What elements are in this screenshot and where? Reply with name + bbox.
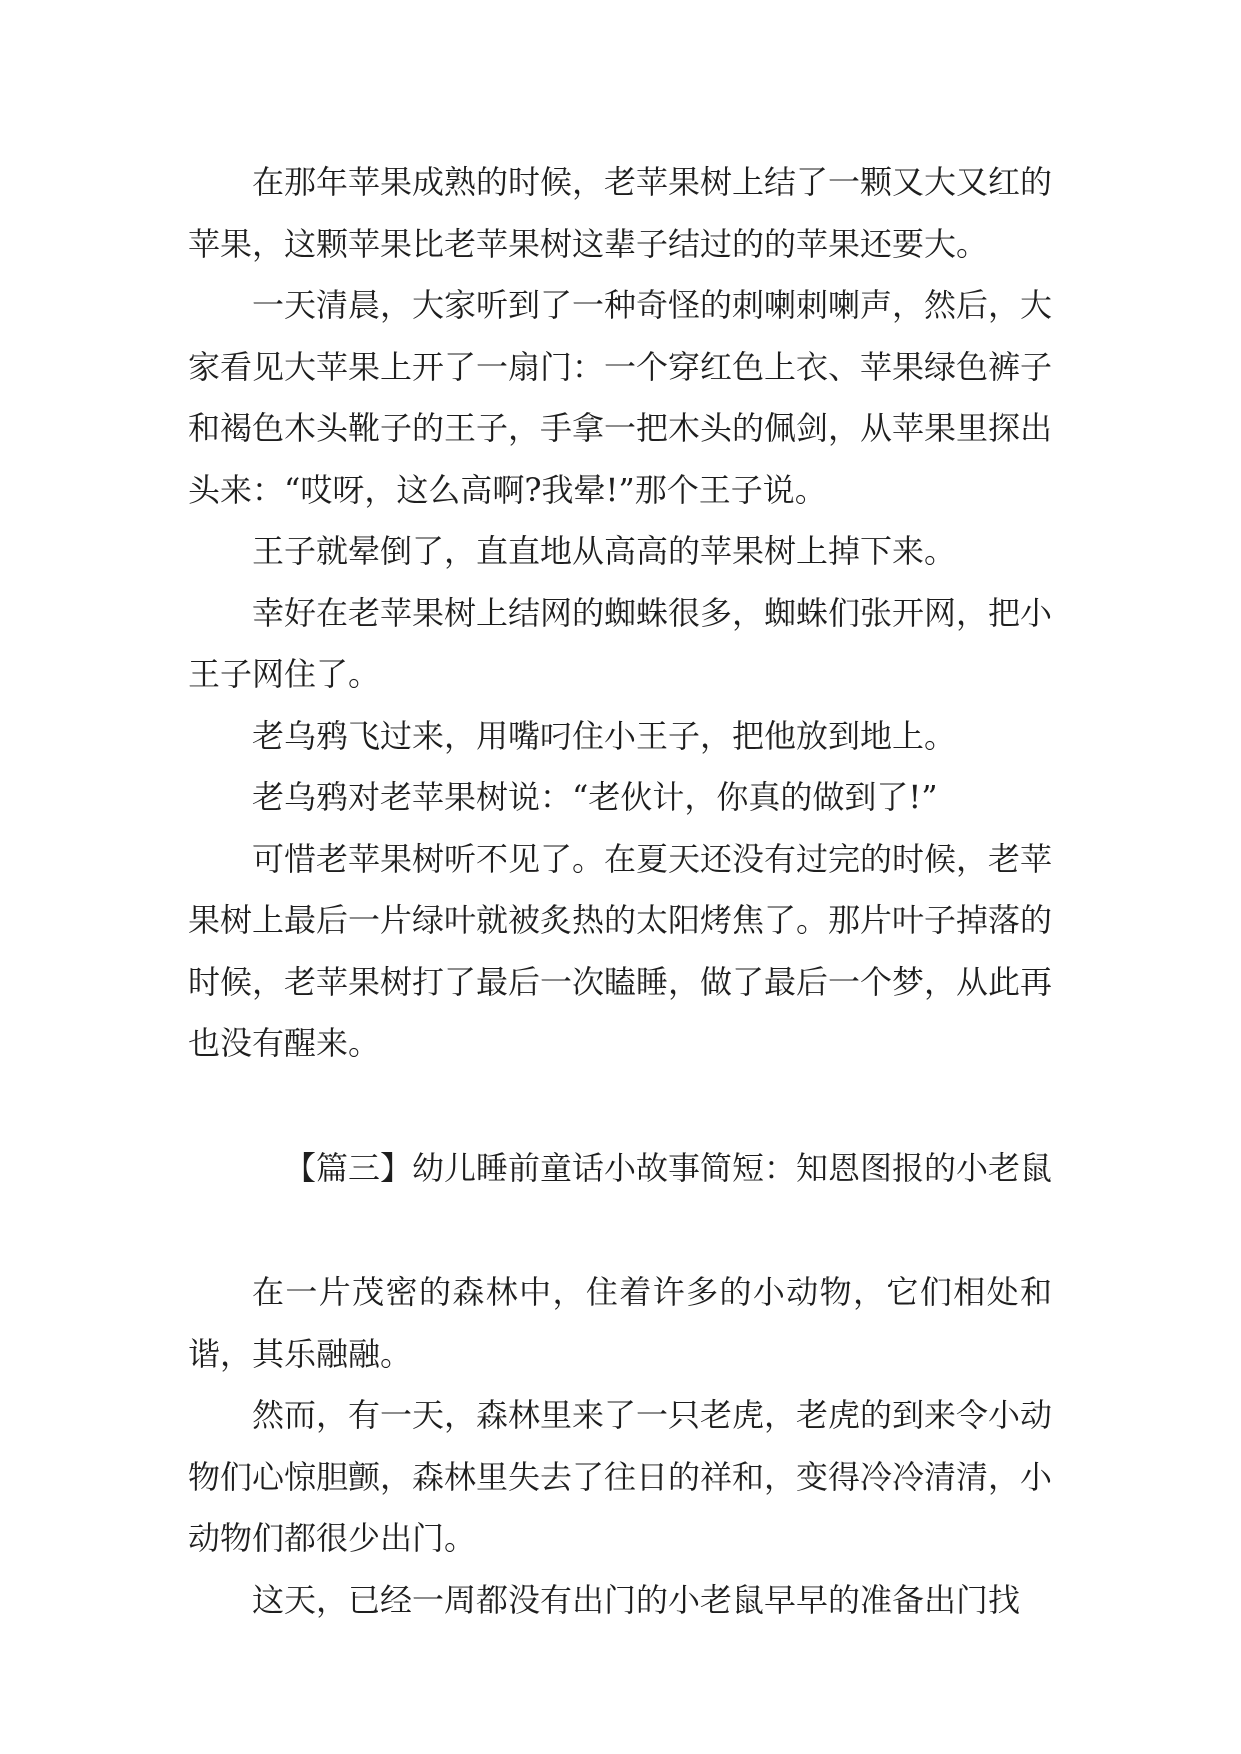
paragraph: 在那年苹果成熟的时候，老苹果树上结了一颗又大又红的苹果，这颗苹果比老苹果树这辈子结过的的苹果还要大。 bbox=[188, 163, 1053, 263]
paragraph: 幸好在老苹果树上结网的蜘蛛很多，蜘蛛们张开网，把小王子网住了。 bbox=[188, 593, 1053, 693]
paragraph: 然而，有一天，森林里来了一只老虎，老虎的到来令小动物们心惊胆颤，森林里失去了往日的祥和，变得冷冷清清，小动物们都很少出门。 bbox=[188, 1396, 1053, 1557]
paragraph: 一天清晨，大家听到了一种奇怪的刺喇刺喇声，然后，大家看见大苹果上开了一扇门：一个穿红色上衣、苹果绿色裤子和褐色木头靴子的王子，手拿一把木头的佩剑，从苹果里探出头来：“哎呀，这么高啊?我晕!”那个王子说。 bbox=[188, 286, 1053, 509]
document-body bbox=[188, 152, 1052, 1631]
paragraph: 可惜老苹果树听不见了。在夏天还没有过完的时候，老苹果树上最后一片绿叶就被炙热的太阳烤焦了。那片叶子掉落的时候，老苹果树打了最后一次瞌睡，做了最后一个梦，从此再也没有醒来。 bbox=[188, 839, 1053, 1062]
paragraph: 王子就晕倒了，直直地从高高的苹果树上掉下来。 bbox=[252, 532, 957, 570]
paragraph: 老乌鸦飞过来，用嘴叼住小王子，把他放到地上。 bbox=[252, 716, 957, 755]
paragraph: 这天，已经一周都没有出门的小老鼠早早的准备出门找 bbox=[252, 1580, 1021, 1619]
paragraph: 在一片茂密的森林中，住着许多的小动物，它们相处和谐，其乐融融。 bbox=[188, 1273, 1052, 1373]
section-heading: 【篇三】幼儿睡前童话小故事简短：知恩图报的小老鼠 bbox=[283, 1148, 1052, 1187]
paragraph: 老乌鸦对老苹果树说：“老伙计，你真的做到了!” bbox=[252, 778, 938, 816]
